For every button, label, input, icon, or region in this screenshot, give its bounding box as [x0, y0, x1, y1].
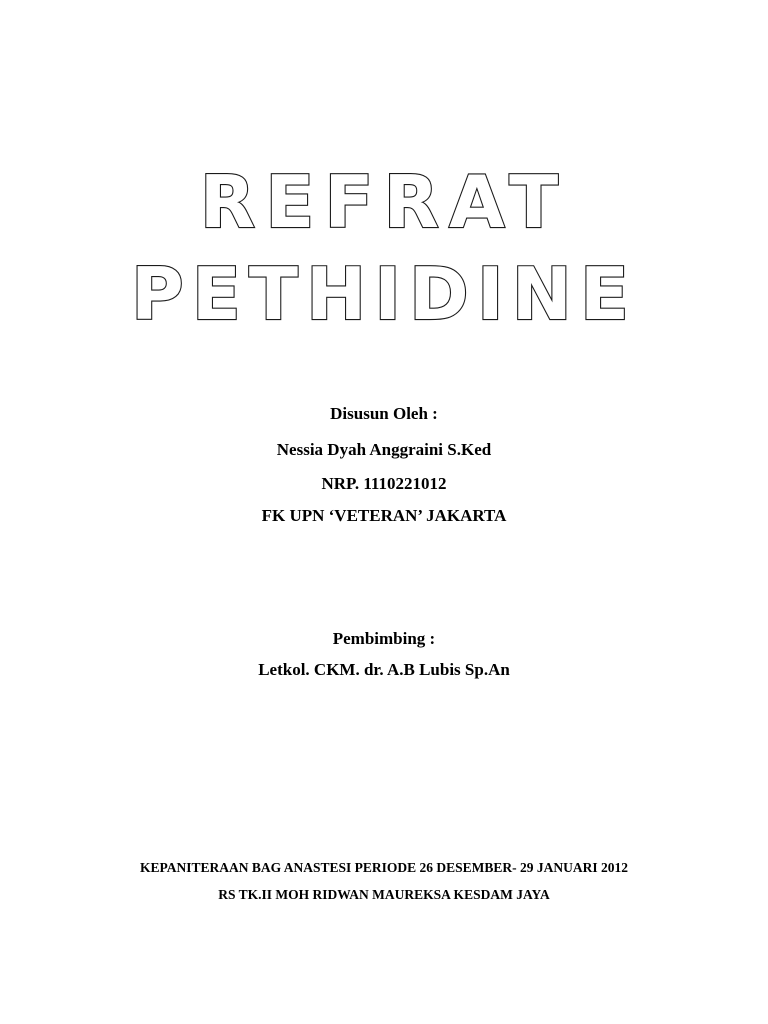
author-institution: FK UPN ‘VETERAN’ JAKARTA	[261, 506, 507, 525]
author-nrp: NRP. 1110221012	[321, 474, 447, 493]
footer-line-1: KEPANITERAAN BAG ANASTESI PERIODE 26 DESEMBER- 29 JANUARI 2012	[139, 860, 629, 875]
footer-line-2: RS TK.II MOH RIDWAN MAUREKSA KESDAM JAYA	[218, 887, 550, 902]
author-name: Nessia Dyah Anggraini S.Ked	[276, 440, 492, 459]
supervisor-name: Letkol. CKM. dr. A.B Lubis Sp.An	[258, 660, 510, 679]
author-heading: Disusun Oleh :	[330, 404, 438, 423]
supervisor-heading: Pembimbing :	[332, 629, 436, 648]
title-line-2: PETHIDINE	[130, 252, 638, 336]
title-line-1: REFRAT	[199, 160, 569, 244]
